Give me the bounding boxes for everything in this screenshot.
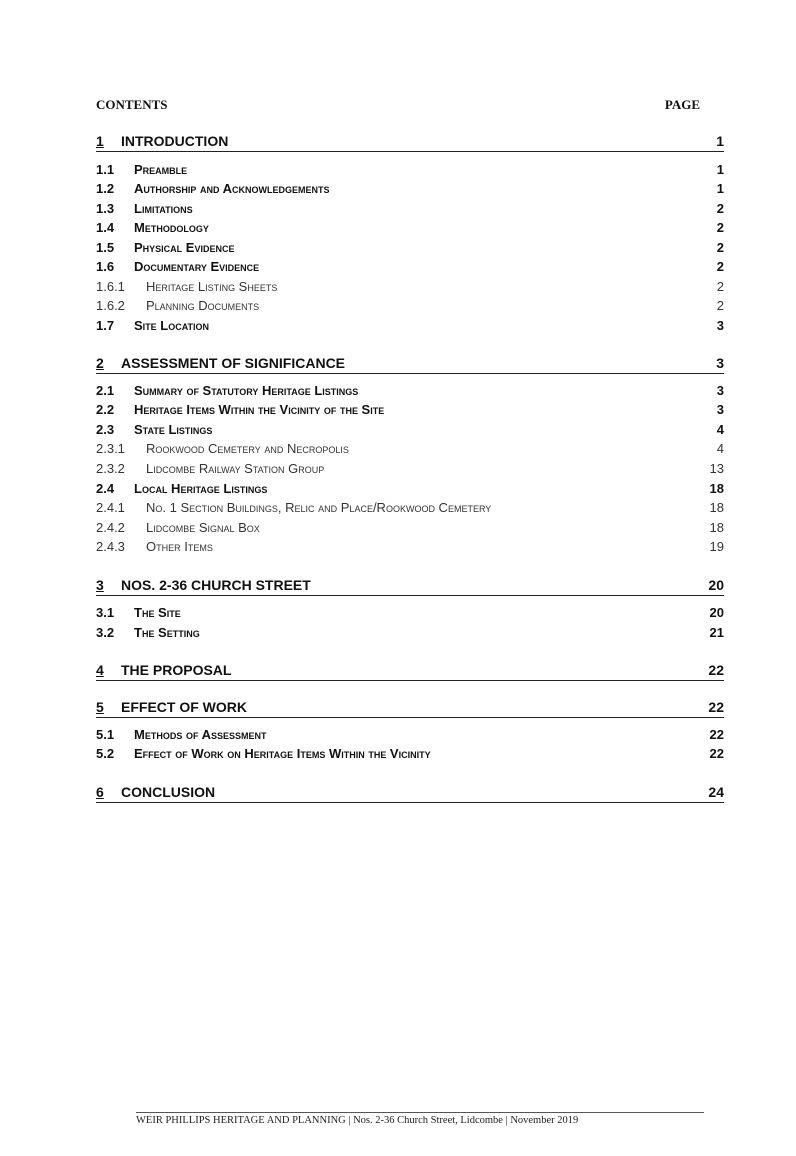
toc-entry-page-number: 2 (716, 298, 724, 313)
toc-entry-page-number: 18 (709, 481, 724, 496)
toc-entry-number: 1.4 (96, 220, 115, 235)
toc-entry-number: 2.2 (96, 402, 115, 417)
toc-entry-title: EFFECT OF WORK (121, 699, 247, 715)
toc-entry-page-number: 18 (709, 500, 724, 515)
toc-entry-page-number: 4 (716, 422, 724, 437)
toc-entry[interactable] (96, 297, 724, 315)
toc-entry-number: 1.3 (96, 201, 115, 216)
contents-heading: CONTENTS (96, 97, 168, 112)
toc-entry-page-number: 2 (716, 279, 724, 294)
toc-entry-title: State Listings (134, 422, 213, 437)
toc-entry[interactable] (96, 180, 724, 198)
toc-entry-page-number: 4 (716, 441, 724, 456)
toc-entry-title: INTRODUCTION (121, 133, 229, 149)
toc-entry-number: 5 (96, 699, 104, 715)
toc-entry-page-number: 2 (716, 220, 724, 235)
toc-entry-number: 3 (96, 577, 104, 593)
toc-entry-page-number: 19 (709, 539, 724, 554)
toc-section-entry[interactable] (96, 353, 724, 374)
toc-entry[interactable] (96, 460, 724, 478)
toc-entry-title: Methods of Assessment (134, 727, 267, 742)
toc-entry-number: 3.2 (96, 625, 115, 640)
toc-entry-title: Local Heritage Listings (134, 481, 268, 496)
toc-entry-page-number: 2 (716, 259, 724, 274)
toc-entry[interactable] (96, 745, 724, 763)
toc-entry-page-number: 3 (716, 402, 724, 417)
toc-entry-number: 1 (96, 133, 104, 149)
toc-entry-number: 2.3.1 (96, 441, 125, 456)
toc-entry-title: The Setting (134, 625, 200, 640)
toc-section-entry[interactable] (96, 131, 724, 152)
toc-entry-title: NOS. 2-36 CHURCH STREET (121, 577, 311, 593)
toc-entry[interactable] (96, 278, 724, 296)
toc-entry-title: Effect of Work on Heritage Items Within the Vicinity (134, 746, 431, 761)
toc-entry-title: ASSESSMENT OF SIGNIFICANCE (121, 355, 346, 371)
toc-entry[interactable] (96, 258, 724, 276)
toc-entry-title: THE PROPOSAL (121, 662, 232, 678)
toc-entry-title: Lidcombe Railway Station Group (146, 461, 325, 476)
toc-entry-page-number: 22 (708, 662, 724, 678)
toc-entry-number: 6 (96, 784, 104, 800)
toc-entry[interactable] (96, 440, 724, 458)
toc-entry[interactable] (96, 538, 724, 556)
toc-entry[interactable] (96, 624, 724, 642)
toc-entry-number: 5.1 (96, 727, 115, 742)
toc-entry[interactable] (96, 604, 724, 622)
page-footer: WEIR PHILLIPS HERITAGE AND PLANNING | Nos. 2-36 Church Street, Lidcombe | November 2019 (136, 1115, 579, 1126)
toc-section-entry[interactable] (96, 575, 724, 596)
toc-entry-number: 2.3.2 (96, 461, 125, 476)
toc-section-entry[interactable] (96, 660, 724, 681)
toc-entry-title: Lidcombe Signal Box (146, 520, 260, 535)
toc-entry[interactable] (96, 239, 724, 257)
toc-section-entry[interactable] (96, 782, 724, 803)
toc-entry-page-number: 1 (716, 133, 724, 149)
toc-entry[interactable] (96, 219, 724, 237)
toc-entry-page-number: 22 (709, 727, 724, 742)
toc-header (96, 97, 700, 115)
toc-entry[interactable] (96, 421, 724, 439)
toc-entry-title: The Site (134, 605, 181, 620)
toc-entry-number: 1.1 (96, 162, 115, 177)
toc-entry-page-number: 20 (709, 605, 724, 620)
toc-entry-number: 2.4 (96, 481, 115, 496)
toc-entry-page-number: 3 (716, 318, 724, 333)
toc-entry-page-number: 13 (709, 461, 724, 476)
toc-entry-number: 2.4.3 (96, 539, 125, 554)
toc-entry-number: 5.2 (96, 746, 115, 761)
toc-entry-number: 1.5 (96, 240, 115, 255)
toc-entry-title: Heritage Listing Sheets (146, 279, 278, 294)
toc-entry-page-number: 24 (708, 784, 724, 800)
page-column-heading: PAGE (664, 97, 700, 112)
toc-entry-page-number: 21 (709, 625, 724, 640)
toc-entry-title: Rookwood Cemetery and Necropolis (146, 441, 349, 456)
toc-entry-title: Site Location (134, 318, 210, 333)
footer-divider (136, 1112, 704, 1113)
toc-entry-number: 4 (96, 662, 104, 678)
toc-entry-number: 2.4.2 (96, 520, 125, 535)
toc-entry-page-number: 22 (708, 699, 724, 715)
toc-entry-number: 1.6.1 (96, 279, 125, 294)
toc-entry-page-number: 1 (716, 162, 724, 177)
toc-entry-page-number: 3 (716, 355, 724, 371)
toc-entry-page-number: 3 (716, 383, 724, 398)
toc-entry[interactable] (96, 401, 724, 419)
toc-entry-number: 3.1 (96, 605, 115, 620)
toc-entry-title: No. 1 Section Buildings, Relic and Place/Rookwood Cemetery (146, 500, 492, 515)
toc-entry-number: 1.2 (96, 181, 115, 196)
toc-entry-number: 1.7 (96, 318, 115, 333)
toc-entry-page-number: 22 (709, 746, 724, 761)
toc-entry[interactable] (96, 317, 724, 335)
toc-entry[interactable] (96, 382, 724, 400)
toc-entry-title: Physical Evidence (134, 240, 235, 255)
toc-entry-page-number: 1 (716, 181, 724, 196)
toc-entry-number: 2 (96, 355, 104, 371)
toc-entry[interactable] (96, 499, 724, 517)
toc-entry-title: Preamble (134, 162, 188, 177)
toc-entry-title: Heritage Items Within the Vicinity of the Site (134, 402, 385, 417)
toc-entry[interactable] (96, 726, 724, 744)
toc-section-entry[interactable] (96, 697, 724, 718)
toc-entry-page-number: 2 (716, 201, 724, 216)
toc-entry-title: CONCLUSION (121, 784, 216, 800)
toc-entry-title: Limitations (134, 201, 193, 216)
toc-entry[interactable] (96, 480, 724, 498)
toc-entry-page-number: 18 (709, 520, 724, 535)
toc-entry-page-number: 20 (708, 577, 724, 593)
toc-entry-title: Other Items (146, 539, 213, 554)
toc-entry-number: 1.6 (96, 259, 115, 274)
toc-entry-title: Documentary Evidence (134, 259, 260, 274)
toc-entry-title: Authorship and Acknowledgements (134, 181, 330, 196)
toc-entry-page-number: 2 (716, 240, 724, 255)
toc-entry-number: 1.6.2 (96, 298, 125, 313)
toc-entry-number: 2.1 (96, 383, 115, 398)
toc-entry-number: 2.4.1 (96, 500, 125, 515)
toc-entry[interactable] (96, 200, 724, 218)
toc-entry-title: Methodology (134, 220, 209, 235)
toc-entry-title: Summary of Statutory Heritage Listings (134, 383, 359, 398)
toc-entry[interactable] (96, 519, 724, 537)
toc-entry-number: 2.3 (96, 422, 115, 437)
toc-entry-title: Planning Documents (146, 298, 260, 313)
toc-entry[interactable] (96, 161, 724, 179)
